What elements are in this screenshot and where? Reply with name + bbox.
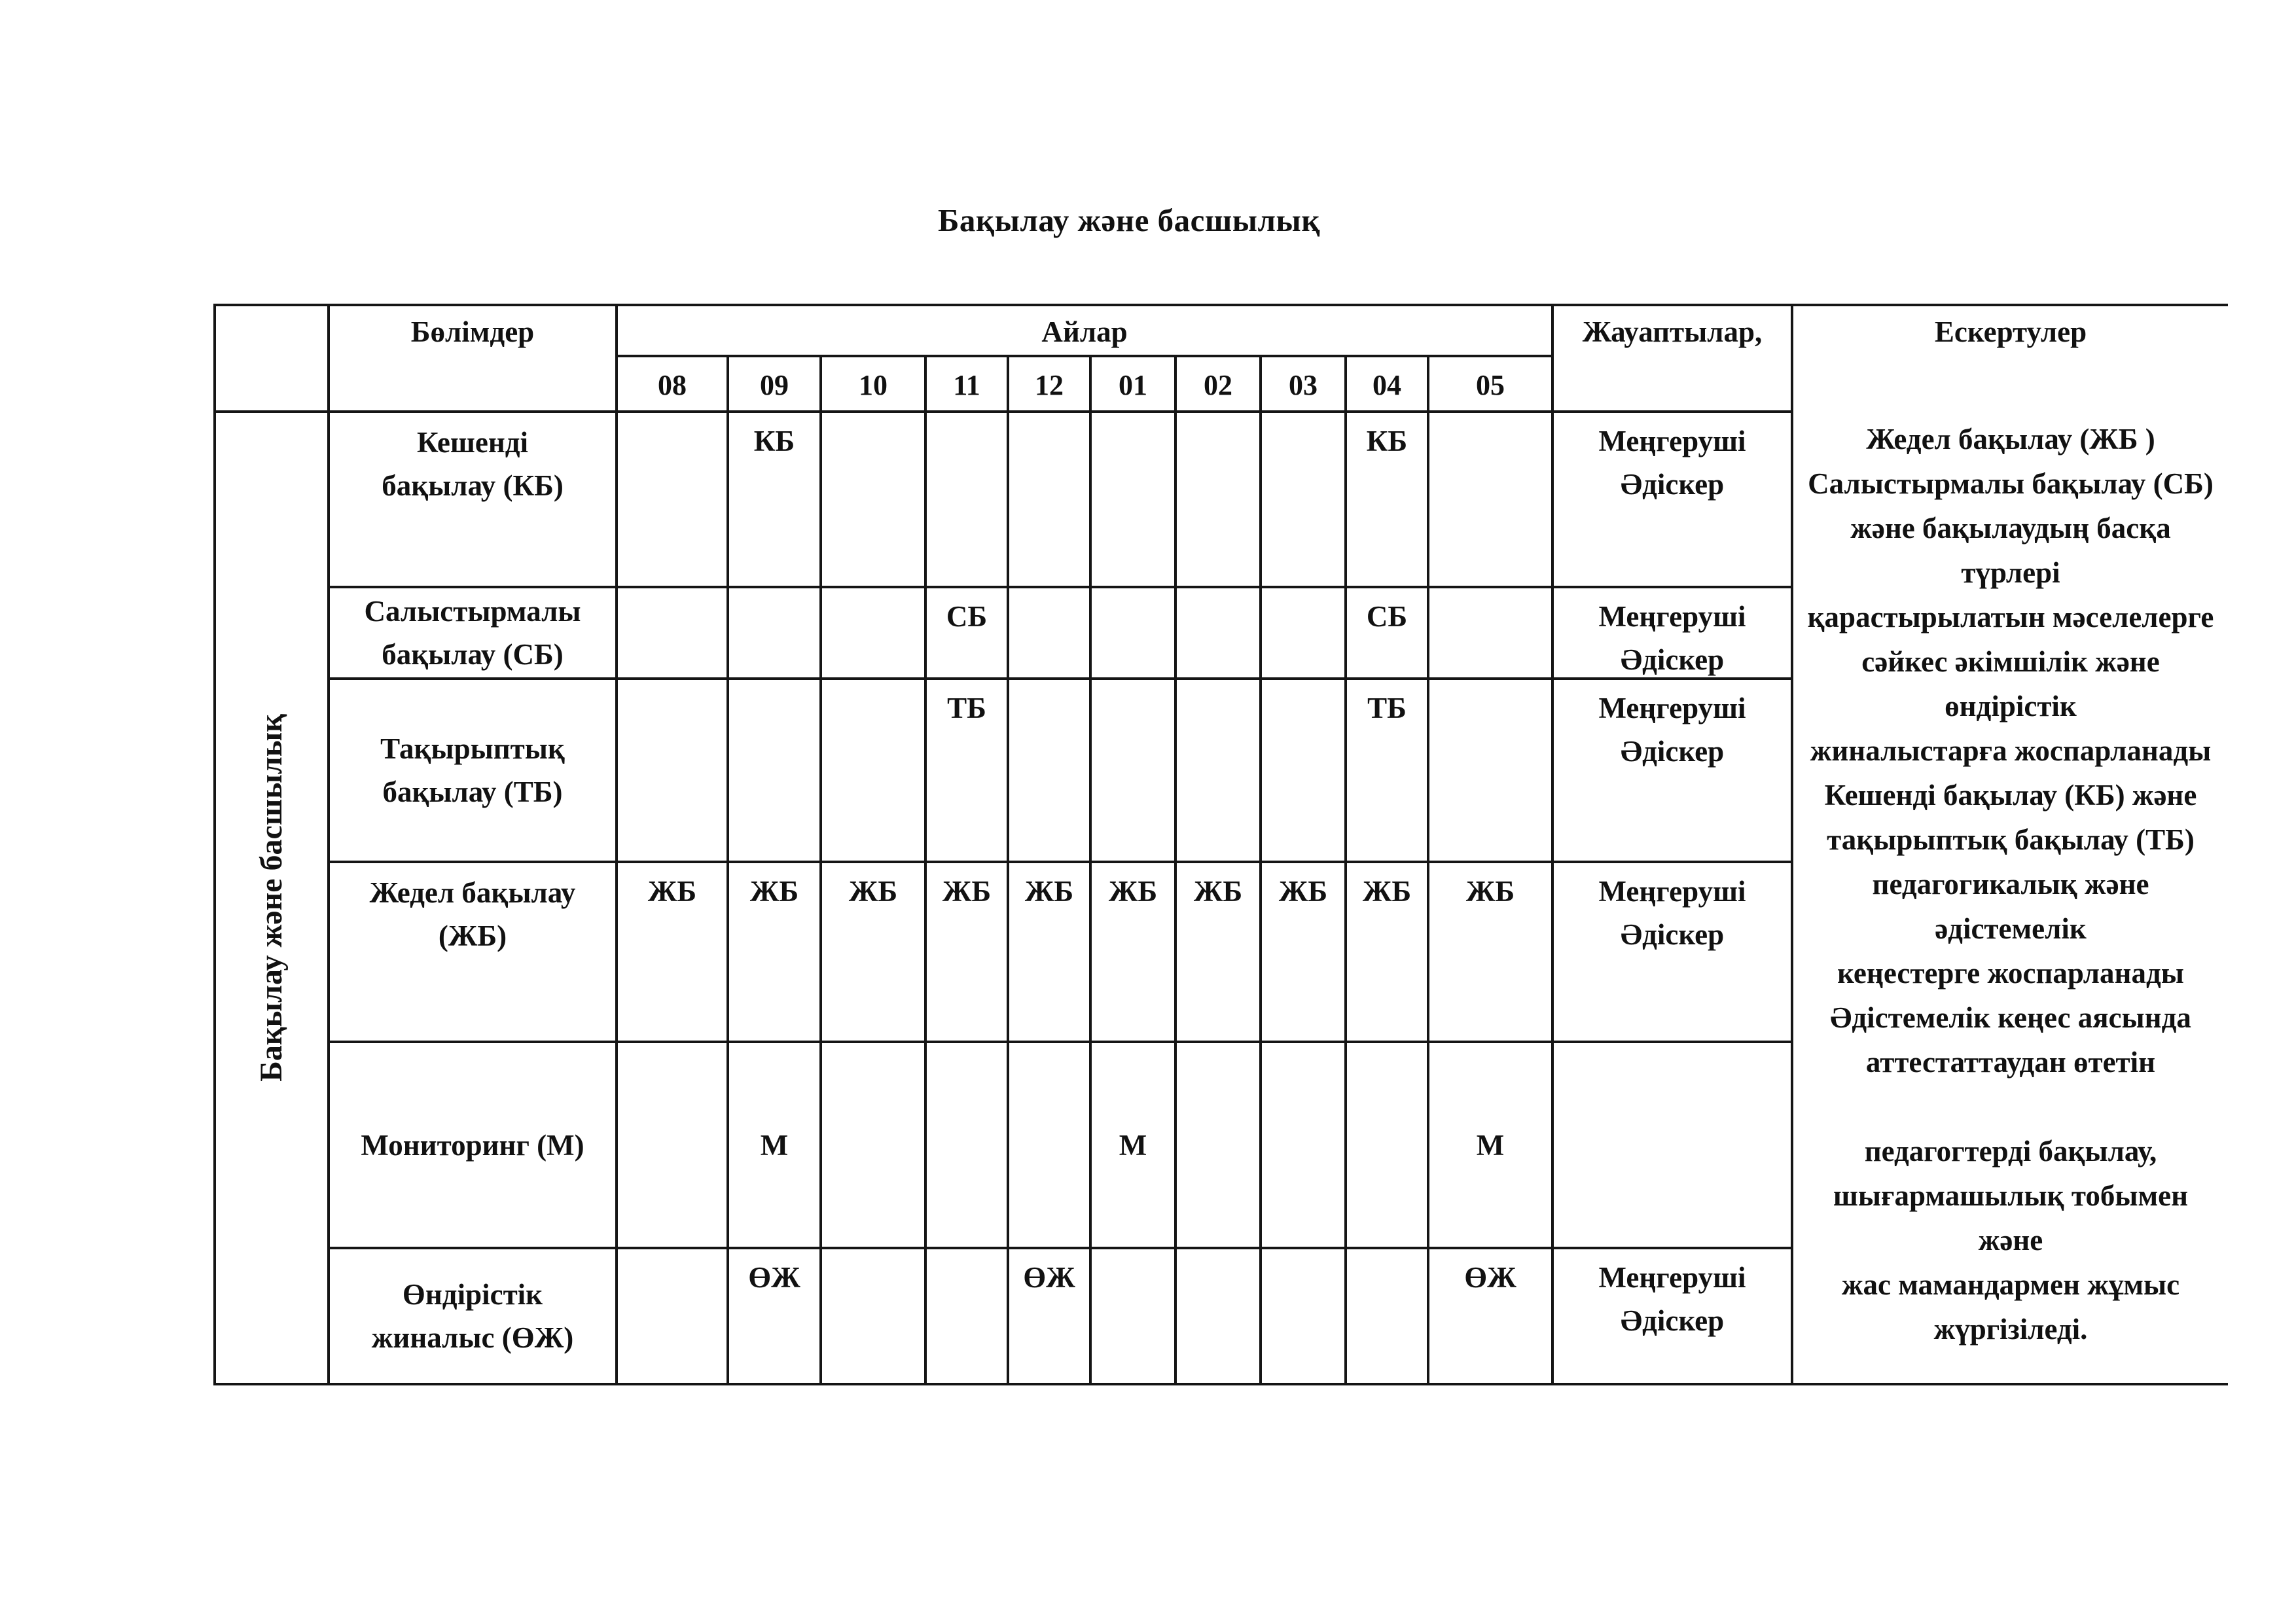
schedule-cell [822, 1249, 927, 1385]
schedule-cell [1177, 1043, 1262, 1249]
responsible-cell [1554, 863, 1793, 1043]
note-line: Салыстырмалы бақылау (СБ) [1808, 467, 2214, 500]
month-header-cell: 03 [1262, 357, 1347, 413]
section-label [365, 590, 581, 676]
schedule-cell: ӨЖ [1009, 1249, 1092, 1385]
schedule-cell [1262, 1043, 1347, 1249]
schedule-cell [618, 413, 729, 588]
plan-table [213, 304, 2251, 1403]
schedule-cell [1177, 413, 1262, 588]
responsible-line: Меңгеруші [1598, 600, 1746, 633]
sections-header: Бөлімдер [330, 304, 618, 413]
schedule-cell: ТБ [1347, 680, 1429, 863]
schedule-cell [1262, 588, 1347, 680]
schedule-cell [729, 680, 822, 863]
month-header-cell: 12 [1009, 357, 1092, 413]
schedule-cell: ЖБ [1347, 863, 1429, 1043]
schedule-cell: М [1429, 1043, 1554, 1249]
note-line: педагогтерді бақылау, [1864, 1135, 2157, 1168]
responsible-line: Меңгеруші [1598, 1261, 1746, 1294]
section-cell [330, 1043, 618, 1249]
note-line: және бақылаудың басқа түрлері [1850, 512, 2171, 589]
schedule-cell: ЖБ [729, 863, 822, 1043]
section-label-line: бақылау (КБ) [382, 469, 564, 502]
schedule-cell [1429, 680, 1554, 863]
note-line: қарастырылатын мәселелерге [1807, 601, 2214, 633]
section-label-line: Мониторинг (М) [361, 1128, 584, 1162]
side-label-text: Бақылау және басшылық [254, 714, 289, 1082]
note-gap [1800, 1084, 2221, 1129]
note-line: Жедел бақылау (ЖБ ) [1866, 423, 2155, 455]
responsible-header: Жауаптылар, [1554, 304, 1793, 413]
schedule-cell [822, 680, 927, 863]
note-line: педагогикалық және әдістемелік [1872, 868, 2149, 945]
responsible-line: Меңгеруші [1598, 875, 1746, 908]
note-line: сәйкес әкімшілік және өндірістік [1861, 645, 2160, 722]
schedule-cell: ЖБ [822, 863, 927, 1043]
month-header-cell: 09 [729, 357, 822, 413]
schedule-cell [1092, 1249, 1177, 1385]
responsible-line: Әдіскер [1620, 918, 1725, 951]
responsible-cell [1554, 413, 1793, 588]
section-label-line: (ЖБ) [438, 919, 507, 952]
responsible-line: Әдіскер [1620, 735, 1725, 768]
note-line: Кешенді бақылау (КБ) және [1824, 779, 2197, 812]
note-line: Әдістемелік кеңес аясында [1830, 1001, 2191, 1034]
schedule-cell [927, 1249, 1009, 1385]
schedule-cell [618, 588, 729, 680]
schedule-cell [822, 413, 927, 588]
section-label-line: жиналыс (ӨЖ) [371, 1321, 574, 1354]
schedule-cell [1347, 1249, 1429, 1385]
schedule-cell [618, 1249, 729, 1385]
schedule-cell: ЖБ [1009, 863, 1092, 1043]
responsible-line: Меңгеруші [1598, 425, 1746, 457]
section-cell [330, 588, 618, 680]
month-header-cell: 11 [927, 357, 1009, 413]
note-line: жиналыстарға жоспарланады [1810, 734, 2212, 767]
schedule-cell [1177, 680, 1262, 863]
schedule-cell [927, 413, 1009, 588]
schedule-cell [1262, 1249, 1347, 1385]
note-line: аттестаттаудан өтетін [1865, 1046, 2156, 1079]
month-header-cell: 05 [1429, 357, 1554, 413]
schedule-cell: ЖБ [1177, 863, 1262, 1043]
note-line: шығармашылық тобымен және [1833, 1179, 2189, 1257]
schedule-cell: СБ [1347, 588, 1429, 680]
note-line: жүргізіледі. [1933, 1313, 2088, 1346]
schedule-cell: КБ [729, 413, 822, 588]
note-line: жас мамандармен жұмыс [1841, 1268, 2180, 1301]
months-header: Айлар [618, 304, 1554, 357]
schedule-cell [1177, 1249, 1262, 1385]
page-title: Бақылау және басшылық [937, 202, 1320, 238]
schedule-cell: ӨЖ [1429, 1249, 1554, 1385]
notes-header: Ескертулер [1793, 304, 2228, 413]
responsible-cell [1554, 680, 1793, 863]
schedule-cell [618, 680, 729, 863]
schedule-cell [1009, 413, 1092, 588]
schedule-cell: ЖБ [1262, 863, 1347, 1043]
schedule-cell [618, 1043, 729, 1249]
schedule-cell: ЖБ [927, 863, 1009, 1043]
schedule-cell: КБ [1347, 413, 1429, 588]
section-label-line: Тақырыптық [380, 732, 565, 765]
schedule-cell [822, 588, 927, 680]
section-label [372, 1273, 573, 1359]
schedule-cell: М [729, 1043, 822, 1249]
schedule-cell [1429, 413, 1554, 588]
schedule-cell [1262, 413, 1347, 588]
section-cell [330, 863, 618, 1043]
schedule-cell: ЖБ [1092, 863, 1177, 1043]
month-header-cell: 08 [618, 357, 729, 413]
section-label-line: Салыстырмалы [364, 595, 581, 628]
schedule-cell [1177, 588, 1262, 680]
section-cell [330, 1249, 618, 1385]
month-header-cell: 01 [1092, 357, 1177, 413]
schedule-cell: М [1092, 1043, 1177, 1249]
schedule-cell [1092, 680, 1177, 863]
schedule-cell [822, 1043, 927, 1249]
responsible-line: Әдіскер [1620, 468, 1725, 501]
section-label [361, 1124, 584, 1167]
section-label [382, 421, 564, 507]
side-vertical-label [213, 413, 330, 1385]
schedule-cell: ЖБ [618, 863, 729, 1043]
note-line: кеңестерге жоспарланады [1837, 957, 2184, 990]
section-label [380, 727, 565, 813]
schedule-cell [1092, 413, 1177, 588]
responsible-cell [1554, 588, 1793, 680]
schedule-cell [927, 1043, 1009, 1249]
schedule-cell [1347, 1043, 1429, 1249]
schedule-cell [1262, 680, 1347, 863]
schedule-cell [1009, 680, 1092, 863]
notes-cell [1793, 413, 2228, 1385]
responsible-line: Әдіскер [1620, 1304, 1725, 1337]
responsible-line: Меңгеруші [1598, 692, 1746, 724]
schedule-cell: ТБ [927, 680, 1009, 863]
corner-cell [213, 304, 330, 413]
month-header-cell: 04 [1347, 357, 1429, 413]
month-header-cell: 02 [1177, 357, 1262, 413]
schedule-cell [729, 588, 822, 680]
responsible-cell [1554, 1249, 1793, 1385]
schedule-cell: СБ [927, 588, 1009, 680]
schedule-cell [1429, 588, 1554, 680]
note-line: тақырыптық бақылау (ТБ) [1827, 823, 2195, 856]
section-cell [330, 680, 618, 863]
section-cell [330, 413, 618, 588]
schedule-cell [1009, 1043, 1092, 1249]
responsible-line: Әдіскер [1620, 643, 1725, 676]
section-label-line: Кешенді [416, 426, 529, 459]
schedule-cell [1092, 588, 1177, 680]
schedule-cell: ЖБ [1429, 863, 1554, 1043]
section-label-line: бақылау (СБ) [382, 638, 564, 671]
responsible-cell [1554, 1043, 1793, 1249]
section-label-line: Өндірістік [402, 1278, 543, 1311]
month-header-cell: 10 [822, 357, 927, 413]
schedule-cell: ӨЖ [729, 1249, 822, 1385]
section-label-line: бақылау (ТБ) [382, 776, 563, 808]
section-label-line: Жедел бақылау [369, 876, 576, 909]
schedule-cell [1009, 588, 1092, 680]
section-label [370, 871, 576, 957]
